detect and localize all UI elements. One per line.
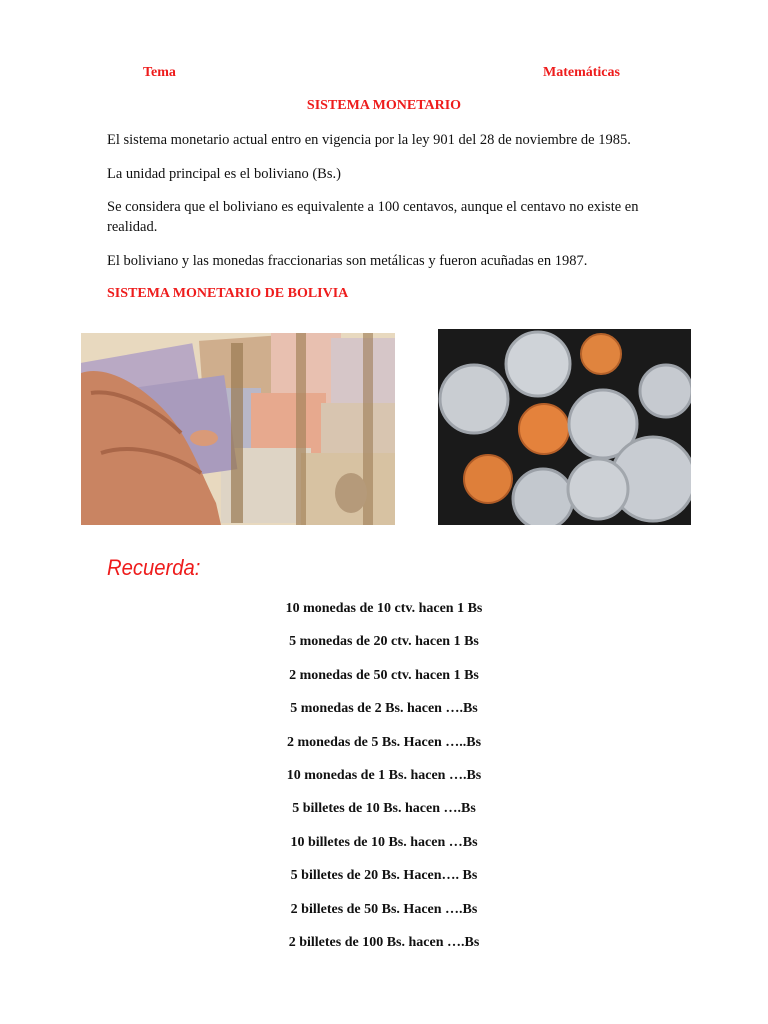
subject-label: Matemáticas: [543, 65, 620, 80]
banknotes-photo: [81, 333, 395, 525]
section-subtitle: SISTEMA MONETARIO DE BOLIVIA: [107, 286, 349, 301]
paragraph-law: El sistema monetario actual entro en vigencia por la ley 901 del 28 de noviembre de 1985.: [107, 132, 631, 148]
list-item: 5 monedas de 2 Bs. hacen ….Bs: [290, 701, 478, 717]
paragraph-centavos: Se considera que el boliviano es equivalente a 100 centavos, aunque el centavo no existe en realidad.: [107, 199, 639, 235]
list-item: 2 billetes de 50 Bs. Hacen ….Bs: [290, 901, 478, 917]
list-item: 5 billetes de 20 Bs. Hacen…. Bs: [290, 868, 478, 884]
list-item: 5 monedas de 20 ctv. hacen 1 Bs: [289, 634, 479, 650]
banknotes-illustration: [81, 333, 395, 525]
reminder-list: [0, 598, 768, 965]
list-item: 10 billetes de 10 Bs. hacen …Bs: [290, 834, 478, 850]
paragraph-unit: La unidad principal es el boliviano (Bs.): [107, 166, 341, 182]
list-item: 5 billetes de 10 Bs. hacen ….Bs: [292, 801, 476, 817]
list-item: 10 monedas de 1 Bs. hacen ….Bs: [286, 767, 482, 783]
list-item: 2 monedas de 50 ctv. hacen 1 Bs: [289, 667, 479, 683]
paragraph-coins: El boliviano y las monedas fraccionarias son metálicas y fueron acuñadas en 1987.: [107, 253, 588, 269]
topic-label: Tema: [143, 65, 176, 80]
page-title: SISTEMA MONETARIO: [306, 98, 462, 113]
list-item: 2 billetes de 100 Bs. hacen ….Bs: [288, 934, 480, 950]
list-item: 10 monedas de 10 ctv. hacen 1 Bs: [285, 601, 483, 616]
list-item: 2 monedas de 5 Bs. Hacen …..Bs: [286, 734, 482, 750]
coins-photo: [438, 329, 691, 525]
reminder-title: Recuerda:: [107, 555, 201, 580]
coins-illustration: [438, 329, 691, 525]
